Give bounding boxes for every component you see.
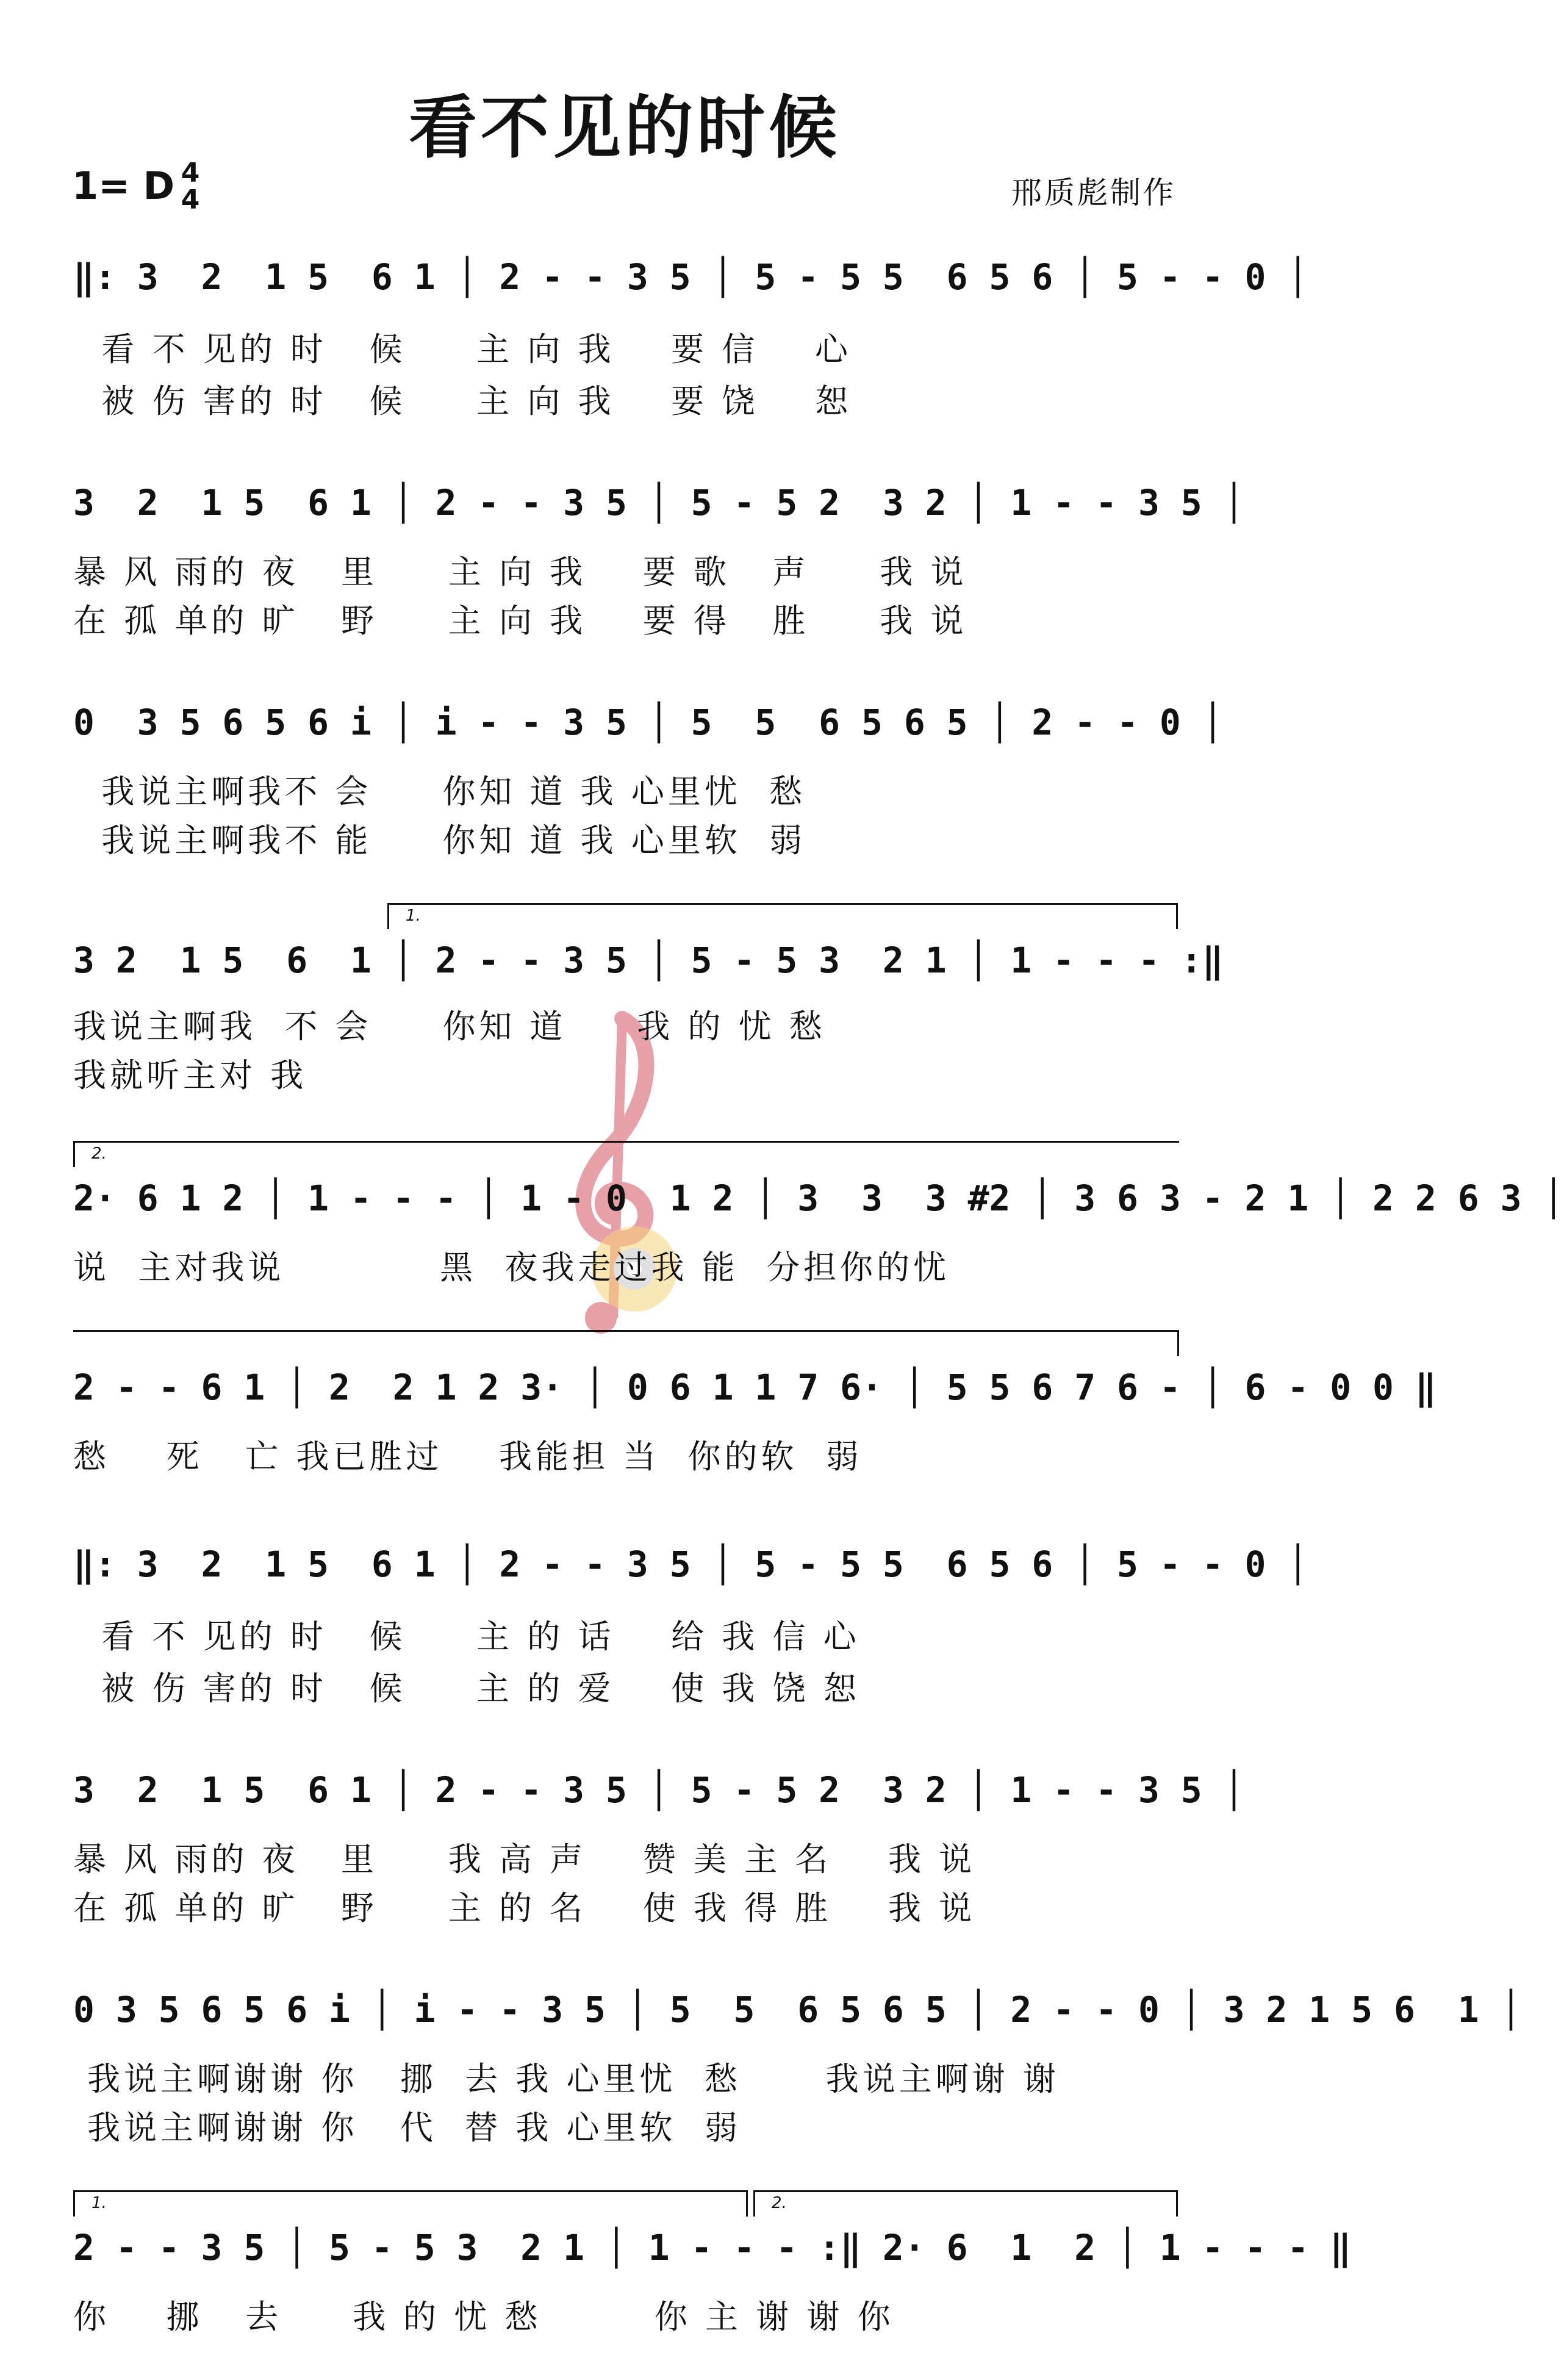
notation-line: 3 2 1 5 6 1 │ 2 - - 3 5 │ 5 - 5 2 3 2 │ 1 - - 3 5 │ xyxy=(73,482,1245,523)
lyric-line-2: 被 伤 害的 时 候 主 向 我 要 饶 恕 xyxy=(73,382,852,420)
ending-label: 1. xyxy=(406,907,421,925)
author: 邢质彪制作 xyxy=(1011,175,1176,210)
lyric-line-1: 我说主啊我 不 会 你知 道 我 的 忧 愁 xyxy=(73,1007,826,1046)
ending-label: 1. xyxy=(91,2194,107,2212)
treble-clef-watermark-icon xyxy=(549,1001,683,1342)
notation-line: 3 2 1 5 6 1 │ 2 - - 3 5 │ 5 - 5 2 3 2 │ 1 - - 3 5 │ xyxy=(73,1769,1245,1811)
lyric-line-2: 在 孤 单的 旷 野 主 向 我 要 得 胜 我 说 xyxy=(73,602,967,640)
lyric-line-1: 我说主啊我不 会 你知 道 我 心里忧 愁 xyxy=(73,772,806,811)
notation-line: 0 3 5 6 5 6 i │ i - - 3 5 │ 5 5 6 5 6 5 │ 2 - - 0 │ 3 2 1 5 6 1 │ xyxy=(73,1989,1522,2030)
lyric-line-1: 我说主啊谢谢 你 挪 去 我 心里忧 愁 我说主啊谢 谢 xyxy=(73,2060,1060,2098)
notation-line: 2 - - 3 5 │ 5 - 5 3 2 1 │ 1 - - - :‖ 2· 6 1 2 │ 1 - - - ‖ xyxy=(73,2227,1352,2268)
lyric-line-1: 愁 死 亡 我已胜过 我能担 当 你的软 弱 xyxy=(73,1437,863,1476)
notation-line: ‖: 3 2 1 5 6 1 │ 2 - - 3 5 │ 5 - 5 5 6 5 6 │ 5 - - 0 │ xyxy=(73,256,1309,298)
notation-line: 2· 6 1 2 │ 1 - - - │ 1 - 0 1 2 │ 3 3 3 #2 │ 3 6 3 - 2 1 │ 2 2 6 3 │ xyxy=(73,1177,1564,1219)
first-ending-bracket xyxy=(73,2190,748,2216)
lyric-line-1: 说 主对我说 黑 夜我走过我 能 分担你的忧 xyxy=(73,1248,950,1287)
meter-bottom: 4 xyxy=(181,184,200,215)
second-ending-bracket xyxy=(73,1141,1179,1167)
notation-line: ‖: 3 2 1 5 6 1 │ 2 - - 3 5 │ 5 - 5 5 6 5 6 │ 5 - - 0 │ xyxy=(73,1544,1309,1585)
ending-label: 2. xyxy=(772,2194,787,2212)
notation-line: 2 - - 6 1 │ 2 2 1 2 3· │ 0 6 1 1 7 6· │ 5 5 6 7 6 - │ 6 - 0 0 ‖ xyxy=(73,1367,1437,1408)
first-ending-bracket xyxy=(387,903,1178,929)
meter-top: 4 xyxy=(181,157,200,189)
lyric-line-2: 我说主啊谢谢 你 代 替 我 心里软 弱 xyxy=(73,2109,741,2147)
lyric-line-2: 我就听主对 我 xyxy=(73,1056,307,1095)
notation-line: 3 2 1 5 6 1 │ 2 - - 3 5 │ 5 - 5 3 2 1 │ 1 - - - :‖ xyxy=(73,940,1224,981)
lyric-line-1: 看 不 见的 时 候 主 向 我 要 信 心 xyxy=(73,330,852,369)
lyric-line-2: 被 伤 害的 时 候 主 的 爱 使 我 饶 恕 xyxy=(73,1669,860,1708)
notation-line: 0 3 5 6 5 6 i │ i - - 3 5 │ 5 5 6 5 6 5 │ 2 - - 0 │ xyxy=(73,702,1224,743)
second-ending-bracket xyxy=(753,2190,1178,2216)
lyric-line-1: 暴 风 雨的 夜 里 我 高 声 赞 美 主 名 我 说 xyxy=(73,1840,976,1878)
lyric-line-2: 在 孤 单的 旷 野 主 的 名 使 我 得 胜 我 说 xyxy=(73,1889,976,1927)
lyric-line-2: 我说主啊我不 能 你知 道 我 心里软 弱 xyxy=(73,821,806,860)
lyric-line-1: 看 不 见的 时 候 主 的 话 给 我 信 心 xyxy=(73,1617,860,1656)
time-signature xyxy=(178,157,203,215)
second-ending-bracket-continued xyxy=(73,1330,1179,1356)
song-title: 看不见的时候 xyxy=(409,88,841,168)
lyric-line-1: 暴 风 雨的 夜 里 主 向 我 要 歌 声 我 说 xyxy=(73,553,967,591)
key-signature: 1= D xyxy=(72,164,175,208)
lyric-line-1: 你 挪 去 我 的 忧 愁 你 主 谢 谢 你 xyxy=(73,2298,894,2336)
ending-label: 2. xyxy=(91,1145,107,1163)
